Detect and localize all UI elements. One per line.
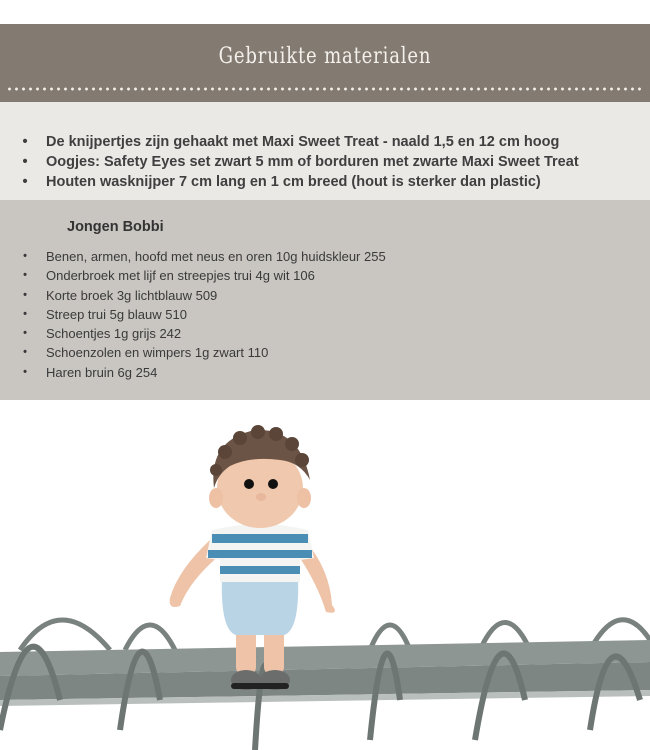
dotted-divider: [6, 87, 644, 91]
bullet-icon: •: [23, 327, 27, 340]
doll-nose: [256, 493, 266, 501]
list-item: [18, 266, 386, 285]
list-item-text: Haren bruin 6g 254: [46, 364, 158, 380]
materials-list: [18, 132, 579, 192]
list-item: [18, 324, 386, 343]
list-item-text: Streep trui 5g blauw 510: [46, 306, 187, 322]
list-item: [18, 152, 579, 172]
list-item-text: Schoentjes 1g grijs 242: [46, 326, 182, 342]
doll-shoe-soles: [231, 683, 289, 689]
list-item-text: Onderbroek met lijf en streepjes trui 4g wit 106: [46, 268, 315, 284]
list-item: [18, 132, 579, 152]
bullet-icon: •: [22, 174, 28, 190]
bullet-icon: •: [23, 346, 27, 359]
doll-right-ear: [297, 488, 311, 508]
bullet-icon: •: [22, 134, 28, 150]
list-item: [18, 363, 386, 382]
doll-photo: [0, 400, 650, 750]
bullet-icon: •: [23, 269, 27, 282]
list-item-text: Korte broek 3g lichtblauw 509: [46, 287, 218, 303]
list-item: [18, 172, 579, 192]
header-title: Gebruikte materialen: [218, 44, 432, 69]
list-item: [18, 305, 386, 324]
bobbi-section: [0, 200, 650, 400]
materials-section: [0, 102, 650, 200]
bullet-icon: •: [23, 250, 27, 262]
doll-shorts: [222, 575, 298, 635]
bobbi-yarn-list: [18, 247, 386, 382]
doll-left-ear: [209, 488, 223, 508]
list-item-text: De knijpertjes zijn gehaakt met Maxi Sweet Treat - naald 1,5 en 12 cm hoog: [46, 134, 560, 150]
top-margin: [0, 0, 650, 24]
list-item: [18, 343, 386, 362]
bobbi-title: Jongen Bobbi: [67, 219, 164, 235]
bullet-icon: •: [22, 154, 28, 170]
doll-sweater-stripes: [208, 534, 312, 574]
list-item-text: Houten wasknijper 7 cm lang en 1 cm breed (hout is sterker dan plastic): [46, 174, 541, 190]
list-item: [18, 286, 386, 305]
list-item-text: Oogjes: Safety Eyes set zwart 5 mm of borduren met zwarte Maxi Sweet Treat: [46, 154, 579, 170]
bullet-icon: •: [23, 365, 27, 378]
section-header: [0, 24, 650, 102]
bullet-icon: •: [23, 288, 27, 301]
bullet-icon: •: [23, 307, 27, 320]
doll-left-eye: [244, 479, 254, 489]
list-item-text: Benen, armen, hoofd met neus en oren 10g huidskleur 255: [46, 249, 386, 264]
doll-illustration: [0, 400, 650, 750]
doll-right-eye: [268, 479, 278, 489]
list-item-text: Schoenzolen en wimpers 1g zwart 110: [46, 345, 269, 361]
list-item: [18, 247, 386, 266]
